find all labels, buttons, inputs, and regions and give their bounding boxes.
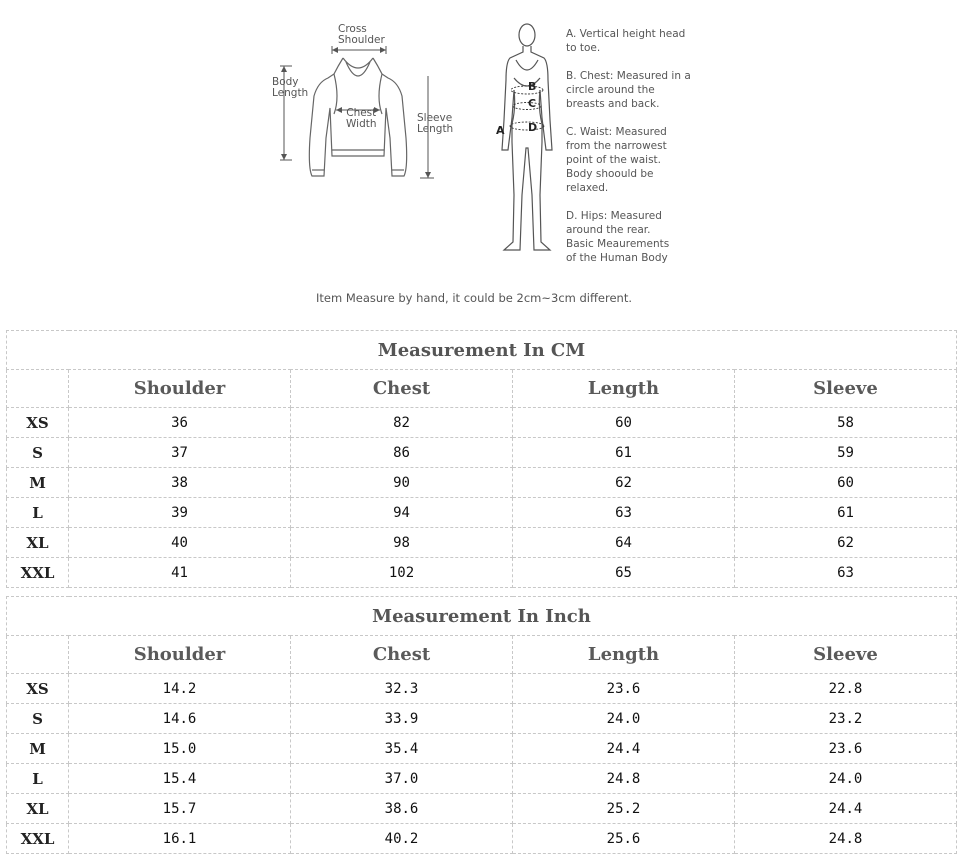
table-row — [7, 558, 957, 588]
table-cell: 63 — [735, 558, 957, 588]
table-cell: 62 — [735, 528, 957, 558]
table-cell: 16.1 — [69, 824, 291, 854]
column-header-length: Length — [513, 636, 735, 674]
header-corner — [7, 370, 69, 408]
table-cell: 41 — [69, 558, 291, 588]
table-cell: 24.4 — [735, 794, 957, 824]
table-cell: 24.8 — [513, 764, 735, 794]
table-cell: 35.4 — [291, 734, 513, 764]
size-label: S — [7, 704, 69, 734]
size-label: XXL — [7, 824, 69, 854]
figure-letter-c: C — [528, 97, 537, 110]
table-cell: 94 — [291, 498, 513, 528]
table-cell: 37.0 — [291, 764, 513, 794]
column-header-shoulder: Shoulder — [69, 636, 291, 674]
column-header-shoulder: Shoulder — [69, 370, 291, 408]
table-row — [7, 674, 957, 704]
size-label: XS — [7, 408, 69, 438]
table-cell: 25.6 — [513, 824, 735, 854]
table-cell: 86 — [291, 438, 513, 468]
table-cell: 15.4 — [69, 764, 291, 794]
table-row — [7, 438, 957, 468]
body-length-label: Body Length — [272, 76, 309, 99]
sleeve-length-label: Sleeve Length — [417, 112, 454, 135]
table-cell: 38.6 — [291, 794, 513, 824]
size-label: M — [7, 734, 69, 764]
column-header-sleeve: Sleeve — [735, 636, 957, 674]
table-cell: 60 — [513, 408, 735, 438]
table-cell: 15.0 — [69, 734, 291, 764]
table-row — [7, 824, 957, 854]
measure-note-c: C. Waist: Measured from the narrowest point of the waist. Body shoould be relaxed. — [566, 126, 667, 194]
table-row — [7, 498, 957, 528]
table-cell: 40.2 — [291, 824, 513, 854]
table-cell: 24.4 — [513, 734, 735, 764]
size-label: XL — [7, 794, 69, 824]
figure-letter-d: D — [528, 121, 538, 134]
table-row — [7, 704, 957, 734]
table-cell: 24.0 — [513, 704, 735, 734]
table-cell: 58 — [735, 408, 957, 438]
size-label: XS — [7, 674, 69, 704]
table-cell: 32.3 — [291, 674, 513, 704]
column-header-length: Length — [513, 370, 735, 408]
table-title: Measurement In Inch — [7, 597, 957, 636]
size-label: M — [7, 468, 69, 498]
table-cell: 37 — [69, 438, 291, 468]
table-cell: 15.7 — [69, 794, 291, 824]
table-cell: 14.6 — [69, 704, 291, 734]
table-cell: 24.8 — [735, 824, 957, 854]
table-row — [7, 794, 957, 824]
table-cell: 64 — [513, 528, 735, 558]
table-cell: 23.6 — [735, 734, 957, 764]
table-cell: 22.8 — [735, 674, 957, 704]
column-header-chest: Chest — [291, 636, 513, 674]
figure-letter-b: B — [528, 80, 537, 93]
chest-width-label: Chest Width — [346, 107, 377, 130]
size-label: XXL — [7, 558, 69, 588]
measure-note-d: D. Hips: Measured around the rear. Basic Meaurements of the Human Body — [566, 210, 670, 264]
cross-shoulder-label: Cross Shoulder — [338, 23, 385, 46]
size-label: L — [7, 498, 69, 528]
measure-note-a: A. Vertical height head to toe. — [566, 28, 686, 54]
measurement-table-inch — [6, 596, 957, 854]
table-cell: 102 — [291, 558, 513, 588]
table-cell: 38 — [69, 468, 291, 498]
column-header-chest: Chest — [291, 370, 513, 408]
table-row — [7, 528, 957, 558]
table-cell: 24.0 — [735, 764, 957, 794]
size-label: L — [7, 764, 69, 794]
table-cell: 33.9 — [291, 704, 513, 734]
table-row — [7, 764, 957, 794]
table-cell: 62 — [513, 468, 735, 498]
table-title: Measurement In CM — [7, 331, 957, 370]
column-header-sleeve: Sleeve — [735, 370, 957, 408]
table-cell: 23.6 — [513, 674, 735, 704]
measurement-table-cm — [6, 330, 957, 588]
table-cell: 61 — [513, 438, 735, 468]
table-cell: 82 — [291, 408, 513, 438]
table-cell: 65 — [513, 558, 735, 588]
table-cell: 40 — [69, 528, 291, 558]
figure-letter-a: A — [496, 124, 505, 137]
size-label: S — [7, 438, 69, 468]
table-cell: 59 — [735, 438, 957, 468]
table-row — [7, 468, 957, 498]
table-cell: 61 — [735, 498, 957, 528]
measure-note-b: B. Chest: Measured in a circle around the breasts and back. — [566, 70, 691, 110]
table-cell: 63 — [513, 498, 735, 528]
size-label: XL — [7, 528, 69, 558]
table-cell: 23.2 — [735, 704, 957, 734]
table-cell: 60 — [735, 468, 957, 498]
table-row — [7, 408, 957, 438]
table-cell: 25.2 — [513, 794, 735, 824]
table-cell: 90 — [291, 468, 513, 498]
table-cell: 36 — [69, 408, 291, 438]
measure-note: Item Measure by hand, it could be 2cm~3cm different. — [315, 291, 633, 305]
table-cell: 14.2 — [69, 674, 291, 704]
header-corner — [7, 636, 69, 674]
table-cell: 39 — [69, 498, 291, 528]
table-row — [7, 734, 957, 764]
human-body-figure — [492, 20, 562, 256]
table-cell: 98 — [291, 528, 513, 558]
